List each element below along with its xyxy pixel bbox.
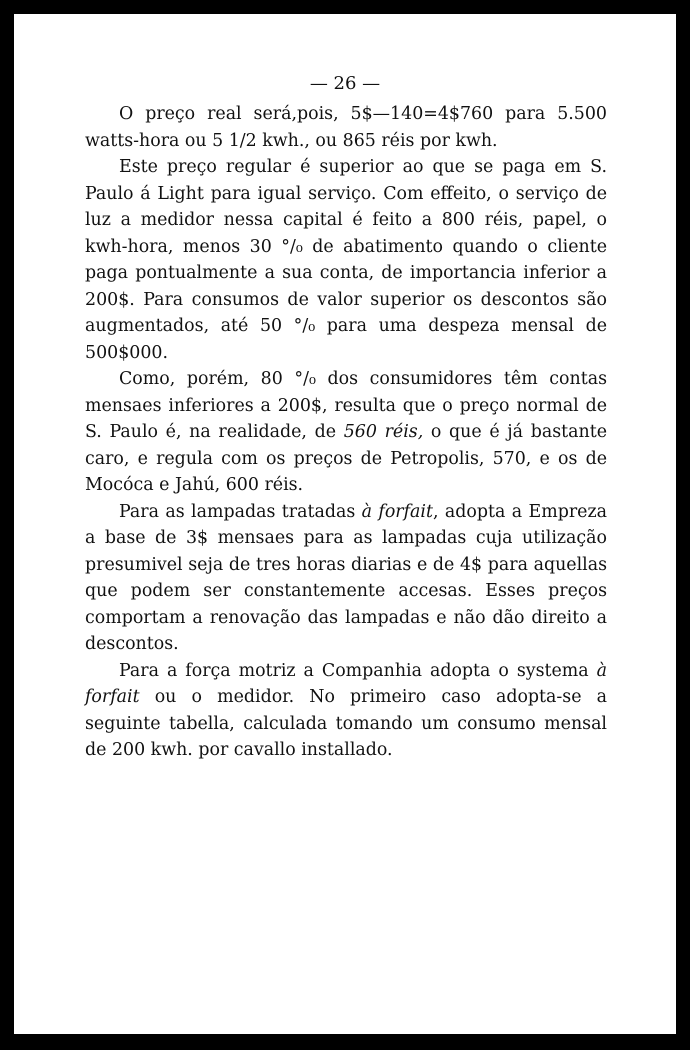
paragraph xyxy=(85,366,607,499)
body-text xyxy=(85,101,607,764)
text-span: o que é já bastante caro, e regula com os preços de Petropolis, 570, e os de Mocóca e Jahú, 600 réis. xyxy=(85,422,607,495)
text-span: Este preço regular é superior ao que se paga em S. Paulo á Light para igual serviço. Com effeito, o serviço de luz a medidor nessa capital é feito a 800 réis, papel, o kwh-hora, menos 30 °/₀ de abatimento quando o cliente paga pontualmente a sua conta, de importancia inferior a 200$. Para consumos de valor superior os descontos são augmentados, até 50 °/₀ para uma despeza mensal de 500$000. xyxy=(85,157,607,363)
paragraph xyxy=(85,154,607,366)
text-span: Como, porém, 80 °/₀ dos consumidores têm contas mensaes inferiores a 200$, resulta que o preço normal de S. Paulo é, na realidade, de xyxy=(85,369,607,442)
page-number: — 26 — xyxy=(309,73,381,94)
paragraph xyxy=(85,658,607,764)
italic-span: à forfait xyxy=(361,501,433,522)
text-span: O preço real será,pois, 5$—140=4$760 para 5.500 watts-hora ou 5 1/2 kwh., ou 865 réis por kwh. xyxy=(85,104,607,151)
italic-span: à forfait xyxy=(85,660,607,707)
document-page xyxy=(14,14,676,1034)
text-span: Para a força motriz a Companhia adopta o systema xyxy=(119,660,597,681)
text-span: , adopta a Empreza a base de 3$ mensaes para as lampadas cuja utilização presumivel seja de tres horas diarias e de 4$ para aquellas que podem ser constantemente accesas. Esses preços comportam a renovação das lampadas e não dão direito a descontos. xyxy=(85,501,607,654)
italic-span: 560 réis, xyxy=(343,422,424,442)
text-span: ou o medidor. No primeiro caso adopta-se a seguinte tabella, calculada tomando um consumo mensal de 200 kwh. por cavallo installado. xyxy=(85,687,607,760)
paragraph xyxy=(85,499,607,658)
text-span: Para as lampadas tratadas xyxy=(119,501,362,522)
paragraph xyxy=(85,101,607,154)
